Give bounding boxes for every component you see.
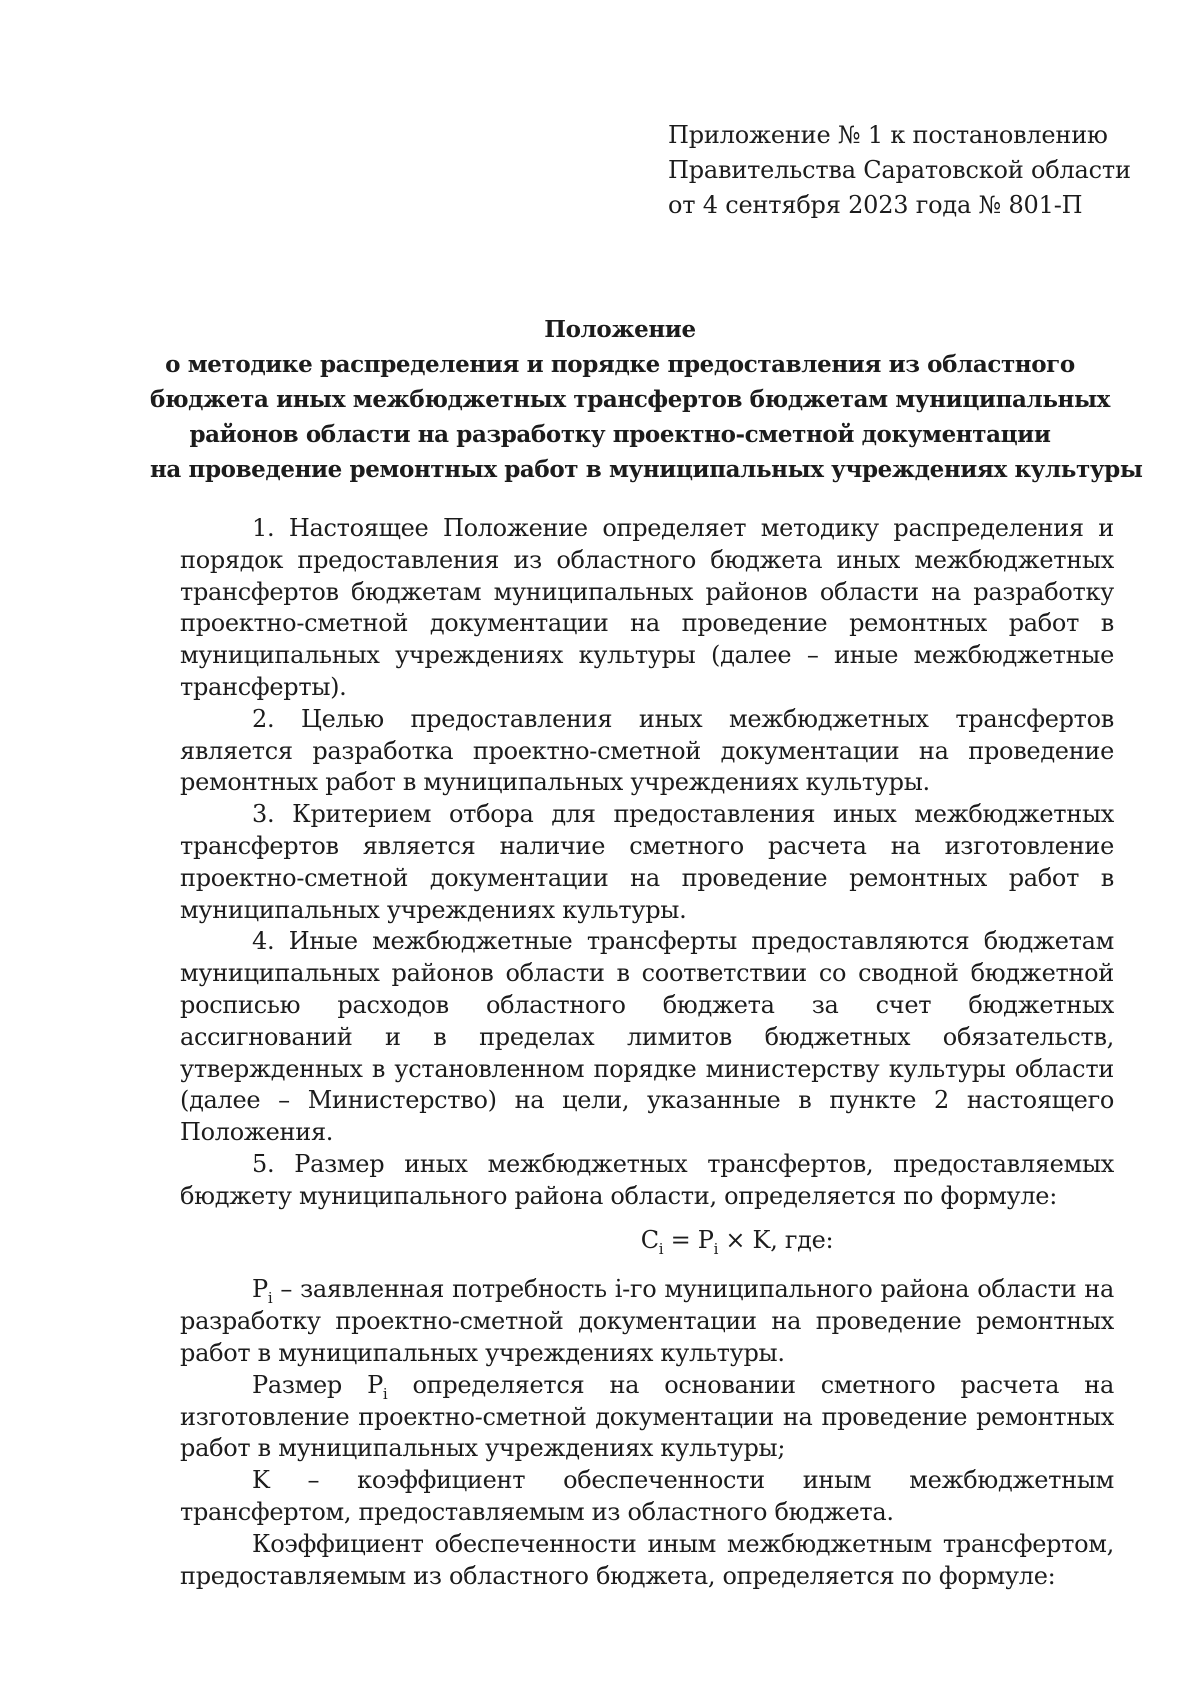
heading-line-4: на проведение ремонтных работ в муниципальных учреждениях культуры xyxy=(150,456,1143,483)
formula-sub-2: i xyxy=(713,1239,719,1258)
formula-rest: × K, где: xyxy=(718,1225,834,1254)
paragraph-pi-definition xyxy=(180,1274,1114,1369)
formula-eq: = P xyxy=(663,1225,714,1254)
appendix-note xyxy=(668,118,1131,223)
paragraph-4: 4. Иные межбюджетные трансферты предоставляются бюджетам муниципальных районов области в соответствии со сводной бюджетной росписью расходов областного бюджета за счет бюджетных ассигнований и в пределах лимитов бюджетных обязательств, утвержденных в установленном порядке министерству культуры области (далее – Министерство) на цели, указанные в пункте 2 настоящего Положения. xyxy=(180,927,1114,1147)
pi-size-pre: Размер P xyxy=(252,1370,383,1399)
heading-title: Положение xyxy=(544,316,696,343)
formula-ci xyxy=(180,1225,1114,1257)
document-body xyxy=(180,513,1114,1592)
pi-subscript: i xyxy=(267,1289,273,1308)
heading-line-2: бюджета иных межбюджетных трансфертов бюджетам муниципальных xyxy=(150,386,1110,413)
paragraph-2: 2. Целью предоставления иных межбюджетных трансфертов является разработка проектно-сметной документации на проведение ремонтных работ в муниципальных учреждениях культуры. xyxy=(180,704,1114,797)
paragraph-1: 1. Настоящее Положение определяет методику распределения и порядок предоставления из областного бюджета иных межбюджетных трансфертов бюджетам муниципальных районов области на разработку проектно-сметной документации на проведение ремонтных работ в муниципальных учреждениях культуры (далее – иные межбюджетные трансферты). xyxy=(180,514,1114,701)
pi-size-text: определяется на основании сметного расчета на изготовление проектно-сметной документации на проведение ремонтных работ в муниципальных учреждениях культуры; xyxy=(180,1370,1114,1463)
pi-symbol: P xyxy=(252,1275,268,1304)
paragraph-k-definition: K – коэффициент обеспеченности иным межбюджетным трансфертом, предоставляемым из областного бюджета. xyxy=(180,1466,1114,1526)
formula-sub-1: i xyxy=(658,1239,664,1258)
formula-c: C xyxy=(640,1225,659,1254)
paragraph-pi-size xyxy=(180,1370,1114,1465)
paragraph-k-formula-intro: Коэффициент обеспеченности иным межбюджетным трансфертом, предоставляемым из областного бюджета, определяется по формуле: xyxy=(180,1529,1114,1590)
appendix-line-1: Приложение № 1 к постановлению xyxy=(668,121,1108,149)
heading-line-3: районов области на разработку проектно-сметной документации xyxy=(189,421,1051,448)
pi-text: – заявленная потребность i-го муниципального района области на разработку проектно-сметной документации на проведение ремонтных работ в муниципальных учреждениях культуры. xyxy=(180,1275,1114,1367)
pi-size-subscript: i xyxy=(382,1384,388,1403)
paragraph-5: 5. Размер иных межбюджетных трансфертов, предоставляемых бюджету муниципального района области, определяется по формуле: xyxy=(180,1149,1114,1210)
heading-line-1: о методике распределения и порядке предоставления из областного xyxy=(165,351,1075,378)
appendix-line-2: Правительства Саратовской области xyxy=(668,156,1131,184)
paragraph-3: 3. Критерием отбора для предоставления иных межбюджетных трансфертов является наличие сметного расчета на изготовление проектно-сметной документации на проведение ремонтных работ в муниципальных учреждениях культуры. xyxy=(180,800,1114,924)
appendix-line-3: от 4 сентября 2023 года № 801-П xyxy=(668,191,1083,219)
document-heading xyxy=(150,312,1143,487)
